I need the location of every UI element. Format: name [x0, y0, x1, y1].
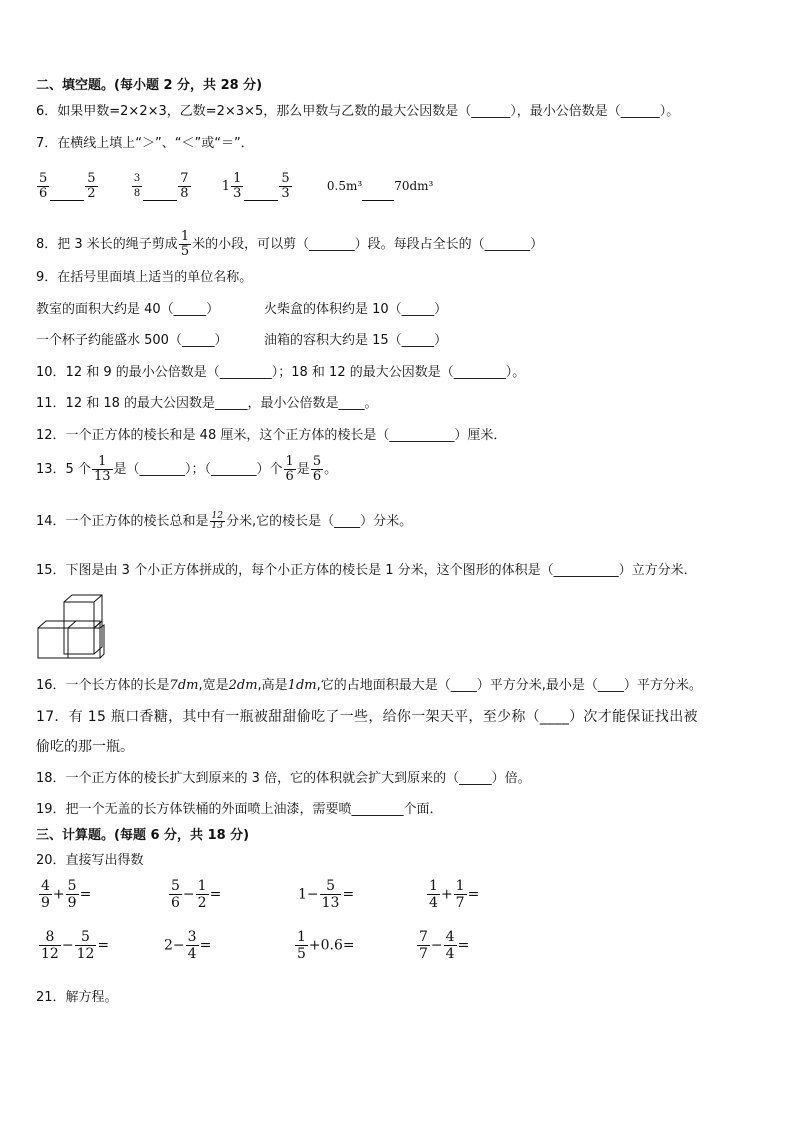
cubes-figure	[36, 594, 106, 660]
question-7: 7．在横线上填上“＞”、“＜”或“＝”．	[36, 136, 254, 151]
volume-right: 70dm³	[394, 179, 434, 193]
expression-3: 1− $\frac{5}{13}$ =	[298, 878, 355, 911]
question-9-d: 油箱的容积大约是 15（_____）	[264, 333, 448, 348]
expression-5: $\frac{8}{12}$ − $\frac{5}{12}$ =	[41, 929, 110, 962]
question-20: 20．直接写出得数	[36, 853, 144, 868]
mixed-number-whole: 1	[221, 179, 231, 194]
question-6: 6．如果甲数=2×2×3，乙数=2×3×5，那么甲数与乙数的最大公因数是（______），最小公倍数是（______）。	[36, 104, 680, 119]
question-7-items	[36, 172, 433, 201]
fraction: $\frac{5}{2}$	[87, 171, 96, 201]
expression-7: $\frac{1}{5}$ +0.6=	[297, 929, 355, 962]
question-9: 9．在括号里面填上适当的单位名称。	[36, 270, 253, 285]
question-12: 12．一个正方体的棱长和是 48 厘米，这个正方体的棱长是（__________）厘米．	[36, 428, 507, 443]
fraction: $\frac{1}{3}$	[233, 171, 242, 201]
fraction: $\frac{7}{8}$	[180, 171, 189, 201]
fraction: $\frac{5}{3}$	[281, 171, 290, 201]
section-3-title: 三、计算题。(每题 6 分，共 18 分)	[36, 828, 250, 843]
answer-blank[interactable]	[143, 188, 177, 201]
question-18: 18．一个正方体的棱长扩大到原来的 3 倍，它的体积就会扩大到原来的（_____）倍。	[36, 771, 531, 786]
fraction: $\frac{12}{13}$	[211, 511, 223, 531]
question-9-c: 一个杯子约能盛水 500（_____）	[36, 333, 228, 348]
question-9-a: 教室的面积大约是 40（_____）	[36, 302, 220, 317]
answer-blank[interactable]	[244, 188, 278, 201]
question-9-b: 火柴盒的体积约是 10（_____）	[264, 302, 448, 317]
question-8: 8．把 3 米长的绳子剪成 $\frac{1}{5}$ 米的小段，可以剪（_______）段。每段占全长的（_______）	[36, 229, 544, 259]
question-13: 13．5 个 $\frac{1}{13}$ 是（_______）；（_______）个 $\frac{1}{6}$ 是 $\frac{5}{6}$ 。	[36, 454, 338, 484]
answer-blank[interactable]	[50, 188, 84, 201]
fraction: $\frac{5}{6}$	[39, 171, 48, 201]
question-21: 21．解方程。	[36, 990, 118, 1005]
fraction: $\frac{1}{5}$	[180, 229, 190, 259]
question-11: 11．12 和 18 的最大公因数是_____，最小公倍数是____。	[36, 396, 378, 411]
section-2-title: 二、填空题。(每小题 2 分，共 28 分)	[36, 78, 263, 93]
expression-4: $\frac{1}{4}$ + $\frac{1}{7}$ =	[429, 878, 480, 911]
fraction: $\frac{1}{6}$	[285, 454, 294, 484]
question-15: 15．下图是由 3 个小正方体拼成的，每个小正方体的棱长是 1 分米，这个图形的体积是（__________）立方分米．	[36, 563, 697, 578]
expression-6: 2− $\frac{3}{4}$ =	[164, 929, 212, 962]
question-17-line-1: 17．有 15 瓶口香糖，其中有一瓶被甜甜偷吃了一些，给你一架天平，至少称（____）次才能保证找出被	[36, 709, 698, 725]
fraction: $\frac{5}{6}$	[312, 454, 322, 484]
question-17-line-2: 偷吃的那一瓶。	[36, 739, 134, 755]
answer-blank[interactable]	[362, 188, 394, 201]
question-14: 14．一个正方体的棱长总和是 $\frac{12}{13}$ 分米,它的棱长是（____）分米。	[36, 511, 413, 531]
question-16: 16．一个长方体的长是7dm,宽是2dm,高是1dm,它的占地面积最大是（____）平方分米,最小是（____）平方分米。	[36, 678, 702, 693]
question-19: 19．把一个无盖的长方体铁桶的外面喷上油漆，需要喷________个面．	[36, 802, 443, 817]
fraction: $\frac{3}{8}$	[133, 173, 141, 199]
question-10: 10．12 和 9 的最小公倍数是（________）；18 和 12 的最大公因数是（________）。	[36, 365, 526, 380]
volume-left: 0.5m³	[326, 179, 363, 193]
expression-8: $\frac{7}{7}$ − $\frac{4}{4}$ =	[419, 929, 470, 962]
expression-2: $\frac{5}{6}$ − $\frac{1}{2}$ =	[171, 878, 222, 911]
fraction: $\frac{1}{13}$	[93, 454, 111, 484]
expression-1: $\frac{4}{9}$ + $\frac{5}{9}$ =	[41, 878, 92, 911]
